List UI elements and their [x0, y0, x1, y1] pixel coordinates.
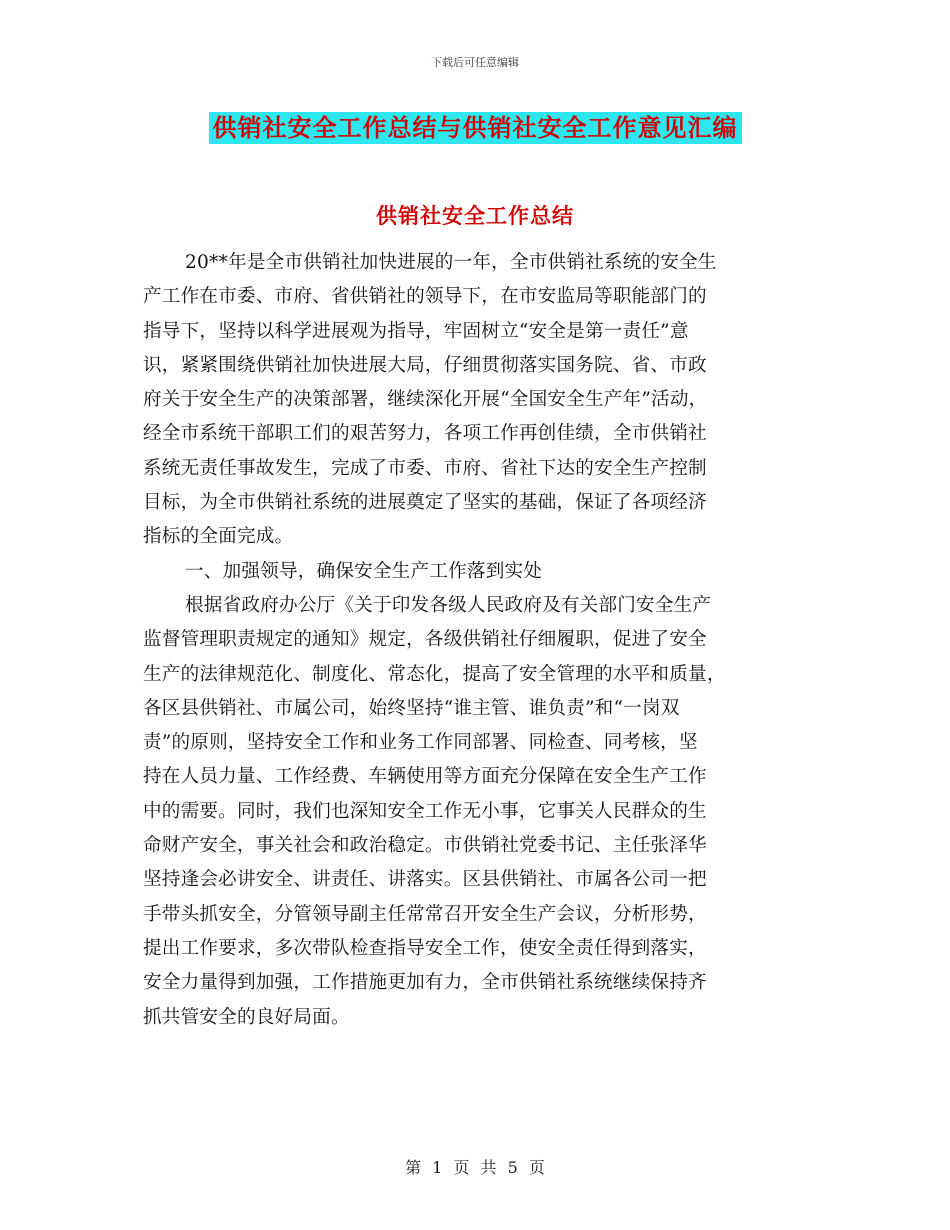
paragraph-line: 产工作在市委、市府、省供销社的领导下，在市安监局等职能部门的: [143, 286, 707, 308]
document-title-container: [0, 112, 950, 144]
page-footer: 第 1 页 共 5 页: [405, 1158, 545, 1177]
paragraph-line: 监督管理职责规定的通知》规定，各级供销社仔细履职，促进了安全: [143, 629, 707, 651]
paragraph-line: 命财产安全，事关社会和政治稳定。市供销社党委书记、主任张泽华: [143, 835, 707, 857]
body-text: [143, 246, 801, 1035]
paragraph-line: 目标，为全市供销社系统的进展奠定了坚实的基础，保证了各项经济: [143, 492, 707, 514]
paragraph-line: 系统无责任事故发生，完成了市委、市府、省社下达的安全生产控制: [143, 457, 707, 479]
section-title: 供销社安全工作总结: [376, 203, 574, 228]
subheading-line: 一、加强领导，确保安全生产工作落到实处: [185, 560, 543, 582]
paragraph-line: 指导下，坚持以科学进展观为指导，牢固树立“安全是第一责任”意: [143, 320, 689, 342]
paragraph-line: 经全市系统干部职工们的艰苦努力，各项工作再创佳绩，全市供销社: [143, 423, 707, 445]
page-header-note: 下载后可任意编辑: [431, 56, 519, 69]
paragraph-line: 生产的法律规范化、制度化、常态化，提高了安全管理的水平和质量，: [143, 663, 726, 685]
document-title: 供销社安全工作总结与供销社安全工作意见汇编: [209, 112, 742, 144]
paragraph-line: 持在人员力量、工作经费、车辆使用等方面充分保障在安全生产工作: [143, 766, 707, 788]
paragraph-line: 坚持逢会必讲安全、讲责任、讲落实。区县供销社、市属各公司一把: [143, 869, 707, 891]
paragraph-line: 根据省政府办公厅《关于印发各级人民政府及有关部门安全生产: [185, 594, 712, 616]
paragraph-line: 各区县供销社、市属公司，始终坚持“谁主管、谁负责”和“一岗双: [143, 697, 680, 719]
paragraph-line: 指标的全面完成。: [143, 526, 294, 548]
paragraph-line: 提出工作要求，多次带队检查指导安全工作，使安全责任得到落实，: [143, 937, 707, 959]
paragraph-line: 中的需要。同时，我们也深知安全工作无小事，它事关人民群众的生: [143, 800, 707, 822]
paragraph-line: 责”的原则，坚持安全工作和业务工作同部署、同检查、同考核，坚: [143, 732, 698, 754]
paragraph-line: 抓共管安全的良好局面。: [143, 1006, 350, 1028]
paragraph-line: 安全力量得到加强，工作措施更加有力，全市供销社系统继续保持齐: [143, 972, 707, 994]
paragraph-line: 20**年是全市供销社加快进展的一年，全市供销社系统的安全生: [185, 252, 717, 273]
paragraph-line: 府关于安全生产的决策部署，继续深化开展“全国安全生产年”活动，: [143, 389, 708, 411]
paragraph-line: 手带头抓安全，分管领导副主任常常召开安全生产会议，分析形势，: [143, 903, 707, 925]
paragraph-line: 识，紧紧围绕供销社加快进展大局，仔细贯彻落实国务院、省、市政: [143, 354, 707, 376]
